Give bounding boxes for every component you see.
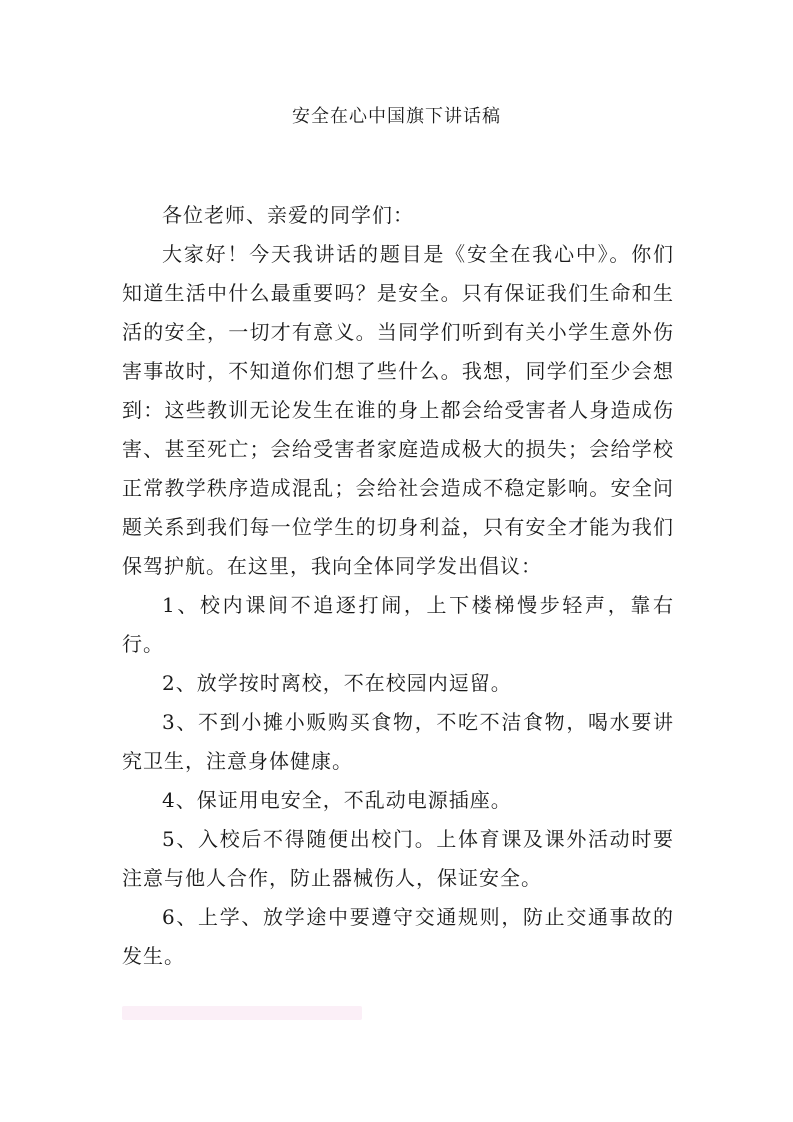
proposal-item-4: 4、保证用电安全，不乱动电源插座。 [162, 788, 512, 812]
proposal-item-6: 6、上学、放学途中要遵守交通规则，防止交通事故的发生。 [122, 905, 674, 968]
intro-paragraph: 大家好！今天我讲话的题目是《安全在我心中》。你们知道生活中什么最重要吗？是安全。只有保证我们生命和生活的安全，一切才有意义。当同学们听到有关小学生意外伤害事故时，不知道你们想了些什么。我想，同学们至少会想到：这些教训无论发生在谁的身上都会给受害者人身造成伤害、甚至死亡；会给受害者家庭造成极大的损失；会给学校正常教学秩序造成混乱；会给社会造成不稳定影响。安全问题关系到我们每一位学生的切身利益，只有安全才能为我们保驾护航。在这里，我向全体同学发出倡议： [122, 242, 674, 578]
proposal-item-2: 2、放学按时离校，不在校园内逗留。 [162, 671, 512, 695]
greeting-paragraph: 各位老师、亲爱的同学们： [162, 203, 414, 227]
document-title: 安全在心中国旗下讲话稿 [292, 106, 501, 127]
proposal-item-5: 5、入校后不得随便出校门。上体育课及课外活动时要注意与他人合作，防止器械伤人，保证安全。 [122, 827, 674, 890]
faint-watermark-line [122, 1006, 362, 1020]
proposal-item-3: 3、不到小摊小贩购买食物，不吃不洁食物，喝水要讲究卫生，注意身体健康。 [122, 710, 674, 773]
proposal-item-1: 1、校内课间不追逐打闹，上下楼梯慢步轻声，靠右行。 [122, 593, 674, 656]
document-body [122, 196, 674, 976]
